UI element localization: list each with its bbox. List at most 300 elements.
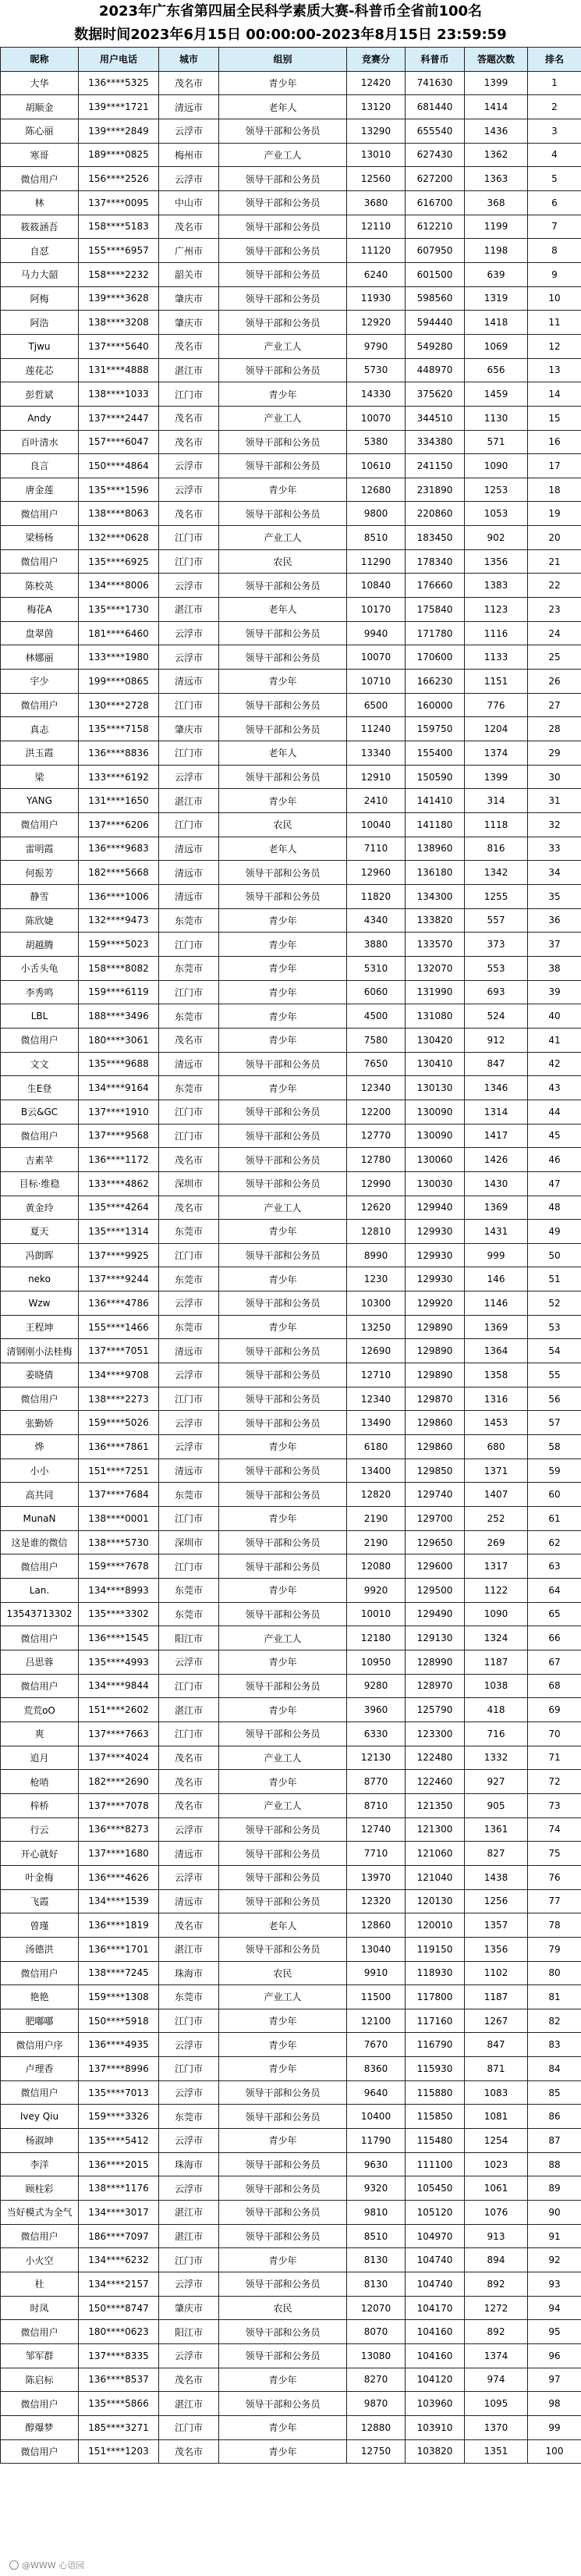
phone-cell: 137****7663 (79, 1721, 159, 1746)
score-cell: 12810 (347, 1220, 406, 1244)
nickname-cell: Tjwu (1, 334, 79, 358)
phone-cell: 135****4993 (79, 1650, 159, 1674)
phone-cell: 137****6206 (79, 813, 159, 837)
city-cell: 江门市 (159, 980, 219, 1004)
answers-cell: 1356 (465, 549, 528, 574)
answers-cell: 716 (465, 1721, 528, 1746)
table-row (1, 430, 581, 454)
rank-cell: 20 (528, 526, 581, 550)
answers-cell: 314 (465, 789, 528, 813)
group-cell: 领导干部和公务员 (219, 1937, 347, 1961)
nickname-cell: 李洋 (1, 2152, 79, 2176)
coins-cell: 170600 (406, 645, 465, 670)
rank-cell: 41 (528, 1028, 581, 1052)
phone-cell: 134****2157 (79, 2272, 159, 2297)
answers-cell: 1254 (465, 2129, 528, 2153)
phone-cell: 155****6957 (79, 239, 159, 263)
phone-cell: 189****0825 (79, 143, 159, 167)
phone-cell: 136****8273 (79, 1817, 159, 1842)
answers-cell: 373 (465, 933, 528, 957)
table-row (1, 1411, 581, 1435)
rank-cell: 78 (528, 1913, 581, 1938)
nickname-cell: 洪玉霞 (1, 741, 79, 766)
city-cell: 韶关市 (159, 262, 219, 286)
nickname-cell: 微信用户 (1, 813, 79, 837)
city-cell: 江门市 (159, 2415, 219, 2439)
city-cell: 东莞市 (159, 1076, 219, 1100)
coins-cell: 129870 (406, 1387, 465, 1411)
city-cell: 云浮市 (159, 2344, 219, 2368)
table-row (1, 598, 581, 622)
group-cell: 领导干部和公务员 (219, 1292, 347, 1316)
coins-cell: 115850 (406, 2105, 465, 2129)
coins-cell: 129650 (406, 1530, 465, 1554)
rank-cell: 85 (528, 2080, 581, 2105)
table-row (1, 789, 581, 813)
score-cell: 11500 (347, 1985, 406, 2009)
coins-cell: 594440 (406, 311, 465, 335)
table-row (1, 454, 581, 478)
group-cell: 领导干部和公务员 (219, 765, 347, 789)
coins-cell: 607950 (406, 239, 465, 263)
score-cell: 7670 (347, 2033, 406, 2057)
score-cell: 9280 (347, 1674, 406, 1698)
city-cell: 湛江市 (159, 2224, 219, 2248)
score-cell: 13120 (347, 95, 406, 119)
column-header: 科普币 (406, 48, 465, 72)
table-row (1, 1793, 581, 1817)
table-row (1, 1435, 581, 1459)
phone-cell: 136****8537 (79, 2368, 159, 2392)
coins-cell: 121300 (406, 1817, 465, 1842)
table-row (1, 1483, 581, 1507)
score-cell: 1230 (347, 1267, 406, 1292)
city-cell: 云浮市 (159, 1865, 219, 1889)
score-cell: 7650 (347, 1052, 406, 1076)
coins-cell: 130130 (406, 1076, 465, 1100)
group-cell: 领导干部和公务员 (219, 1842, 347, 1866)
city-cell: 江门市 (159, 741, 219, 766)
coins-cell: 150590 (406, 765, 465, 789)
answers-cell: 1399 (465, 71, 528, 95)
table-row (1, 2248, 581, 2272)
coins-cell: 627200 (406, 167, 465, 191)
group-cell: 领导干部和公务员 (219, 861, 347, 885)
nickname-cell: LBL (1, 1004, 79, 1029)
group-cell: 青少年 (219, 2057, 347, 2081)
nickname-cell: 微信用户 (1, 1387, 79, 1411)
score-cell: 12820 (347, 1483, 406, 1507)
phone-cell: 139****1721 (79, 95, 159, 119)
group-cell: 青少年 (219, 1028, 347, 1052)
score-cell: 9940 (347, 621, 406, 645)
rank-cell: 39 (528, 980, 581, 1004)
city-cell: 云浮市 (159, 167, 219, 191)
score-cell: 12340 (347, 1076, 406, 1100)
answers-cell: 1361 (465, 1817, 528, 1842)
score-cell: 13490 (347, 1411, 406, 1435)
coins-cell: 160000 (406, 693, 465, 717)
nickname-cell: 微信用户 (1, 2320, 79, 2344)
rank-cell: 29 (528, 741, 581, 766)
city-cell: 云浮市 (159, 1363, 219, 1387)
phone-cell: 188****3496 (79, 1004, 159, 1029)
city-cell: 云浮市 (159, 2033, 219, 2057)
rank-cell: 76 (528, 1865, 581, 1889)
answers-cell: 1351 (465, 2439, 528, 2464)
table-row (1, 2296, 581, 2320)
table-row (1, 645, 581, 670)
nickname-cell: Lan. (1, 1579, 79, 1603)
city-cell: 云浮市 (159, 574, 219, 598)
score-cell: 2410 (347, 789, 406, 813)
rank-cell: 10 (528, 286, 581, 311)
score-cell: 8070 (347, 2320, 406, 2344)
table-row (1, 861, 581, 885)
coins-cell: 129860 (406, 1435, 465, 1459)
answers-cell: 146 (465, 1267, 528, 1292)
rank-cell: 21 (528, 549, 581, 574)
answers-cell: 553 (465, 956, 528, 980)
phone-cell: 186****7097 (79, 2224, 159, 2248)
table-row (1, 765, 581, 789)
rank-cell: 68 (528, 1674, 581, 1698)
city-cell: 江门市 (159, 813, 219, 837)
coins-cell: 134300 (406, 884, 465, 908)
phone-cell: 138****7245 (79, 1961, 159, 1985)
answers-cell: 1357 (465, 1913, 528, 1938)
nickname-cell: 梁 (1, 765, 79, 789)
table-row (1, 1148, 581, 1172)
score-cell: 7580 (347, 1028, 406, 1052)
rank-cell: 74 (528, 1817, 581, 1842)
table-row (1, 2415, 581, 2439)
table-row (1, 2057, 581, 2081)
rank-cell: 28 (528, 717, 581, 741)
phone-cell: 135****1596 (79, 478, 159, 502)
rank-cell: 30 (528, 765, 581, 789)
coins-cell: 128990 (406, 1650, 465, 1674)
coins-cell: 129130 (406, 1626, 465, 1650)
phone-cell: 138****1176 (79, 2176, 159, 2201)
column-header: 排名 (528, 48, 581, 72)
table-row (1, 813, 581, 837)
nickname-cell: 何振芳 (1, 861, 79, 885)
coins-cell: 115930 (406, 2057, 465, 2081)
nickname-cell: 曾瑾 (1, 1913, 79, 1938)
answers-cell: 1038 (465, 1674, 528, 1698)
rank-cell: 15 (528, 406, 581, 430)
phone-cell: 159****5026 (79, 1411, 159, 1435)
rank-cell: 87 (528, 2129, 581, 2153)
coins-cell: 130060 (406, 1148, 465, 1172)
city-cell: 清远市 (159, 837, 219, 861)
score-cell: 14330 (347, 382, 406, 407)
group-cell: 领导干部和公务员 (219, 1889, 347, 1913)
table-row (1, 1626, 581, 1650)
coins-cell: 104160 (406, 2320, 465, 2344)
group-cell: 产业工人 (219, 1626, 347, 1650)
coins-cell: 129920 (406, 1292, 465, 1316)
phone-cell: 134****8006 (79, 574, 159, 598)
group-cell: 领导干部和公务员 (219, 454, 347, 478)
rank-cell: 72 (528, 1770, 581, 1794)
answers-cell: 1187 (465, 1650, 528, 1674)
table-row (1, 670, 581, 694)
coins-cell: 128970 (406, 1674, 465, 1698)
coins-cell: 115480 (406, 2129, 465, 2153)
coins-cell: 601500 (406, 262, 465, 286)
coins-cell: 103960 (406, 2392, 465, 2416)
phone-cell: 136****8836 (79, 741, 159, 766)
phone-cell: 137****9925 (79, 1243, 159, 1267)
phone-cell: 137****2447 (79, 406, 159, 430)
city-cell: 东莞市 (159, 1483, 219, 1507)
group-cell: 领导干部和公务员 (219, 717, 347, 741)
table-row (1, 1913, 581, 1938)
phone-cell: 137****1680 (79, 1842, 159, 1866)
table-row (1, 1004, 581, 1029)
city-cell: 东莞市 (159, 1602, 219, 1626)
column-header: 竞赛分 (347, 48, 406, 72)
nickname-cell: 良言 (1, 454, 79, 478)
answers-cell: 1102 (465, 1961, 528, 1985)
group-cell: 青少年 (219, 382, 347, 407)
phone-cell: 138****8063 (79, 502, 159, 526)
score-cell: 6500 (347, 693, 406, 717)
table-row (1, 334, 581, 358)
score-cell: 3680 (347, 190, 406, 215)
group-cell: 领导干部和公务员 (219, 190, 347, 215)
coins-cell: 133820 (406, 908, 465, 933)
group-cell: 领导干部和公务员 (219, 502, 347, 526)
nickname-cell: 冯朗晖 (1, 1243, 79, 1267)
answers-cell: 1369 (465, 1315, 528, 1339)
coins-cell: 138960 (406, 837, 465, 861)
score-cell: 11290 (347, 549, 406, 574)
table-row (1, 1889, 581, 1913)
score-cell: 8990 (347, 1243, 406, 1267)
group-cell: 青少年 (219, 1579, 347, 1603)
score-cell: 5380 (347, 430, 406, 454)
group-cell: 领导干部和公务员 (219, 1411, 347, 1435)
rank-cell: 38 (528, 956, 581, 980)
score-cell: 4500 (347, 1004, 406, 1029)
answers-cell: 1061 (465, 2176, 528, 2201)
coins-cell: 121040 (406, 1865, 465, 1889)
answers-cell: 1362 (465, 143, 528, 167)
nickname-cell: 夏天 (1, 1220, 79, 1244)
city-cell: 东莞市 (159, 1267, 219, 1292)
rank-cell: 51 (528, 1267, 581, 1292)
answers-cell: 1272 (465, 2296, 528, 2320)
score-cell: 13290 (347, 119, 406, 143)
score-cell: 6060 (347, 980, 406, 1004)
coins-cell: 122480 (406, 1746, 465, 1770)
group-cell: 青少年 (219, 478, 347, 502)
phone-cell: 136****1545 (79, 1626, 159, 1650)
answers-cell: 894 (465, 2248, 528, 2272)
nickname-cell: 微信用户 (1, 167, 79, 191)
answers-cell: 1346 (465, 1076, 528, 1100)
answers-cell: 1146 (465, 1292, 528, 1316)
answers-cell: 557 (465, 908, 528, 933)
city-cell: 江门市 (159, 693, 219, 717)
coins-cell: 655540 (406, 119, 465, 143)
table-row (1, 741, 581, 766)
coins-cell: 130030 (406, 1171, 465, 1196)
group-cell: 领导干部和公务员 (219, 1554, 347, 1579)
rank-cell: 17 (528, 454, 581, 478)
rank-cell: 7 (528, 215, 581, 239)
coins-cell: 120010 (406, 1913, 465, 1938)
nickname-cell: 清钢刚小法桂梅 (1, 1339, 79, 1363)
answers-cell: 1081 (465, 2105, 528, 2129)
rank-cell: 46 (528, 1148, 581, 1172)
page-title: 2023年广东省第四届全民科学素质大赛-科普币全省前100名 (98, 3, 483, 20)
table-row (1, 2176, 581, 2201)
phone-cell: 185****3271 (79, 2415, 159, 2439)
city-cell: 云浮市 (159, 645, 219, 670)
coins-cell: 129600 (406, 1554, 465, 1579)
rank-cell: 43 (528, 1076, 581, 1100)
coins-cell: 104170 (406, 2296, 465, 2320)
score-cell: 10400 (347, 2105, 406, 2129)
group-cell: 领导干部和公务员 (219, 693, 347, 717)
rank-cell: 54 (528, 1339, 581, 1363)
nickname-cell: 烨 (1, 1435, 79, 1459)
score-cell: 12880 (347, 2415, 406, 2439)
coins-cell: 129860 (406, 1411, 465, 1435)
city-cell: 茂名市 (159, 1028, 219, 1052)
table-row (1, 2129, 581, 2153)
phone-cell: 134****9844 (79, 1674, 159, 1698)
phone-cell: 180****3061 (79, 1028, 159, 1052)
group-cell: 领导干部和公务员 (219, 1339, 347, 1363)
nickname-cell: 微信用户 (1, 2224, 79, 2248)
group-cell: 产业工人 (219, 334, 347, 358)
answers-cell: 1371 (465, 1459, 528, 1483)
table-row (1, 167, 581, 191)
answers-cell: 1370 (465, 2415, 528, 2439)
nickname-cell: 荒荒oO (1, 1698, 79, 1722)
answers-cell: 912 (465, 1028, 528, 1052)
score-cell: 11120 (347, 239, 406, 263)
phone-cell: 158****5183 (79, 215, 159, 239)
group-cell: 青少年 (219, 2368, 347, 2392)
coins-cell: 105120 (406, 2201, 465, 2225)
city-cell: 云浮市 (159, 765, 219, 789)
rank-cell: 53 (528, 1315, 581, 1339)
group-cell: 青少年 (219, 2033, 347, 2057)
group-cell: 农民 (219, 549, 347, 574)
score-cell: 12990 (347, 1171, 406, 1196)
answers-cell: 571 (465, 430, 528, 454)
city-cell: 东莞市 (159, 1985, 219, 2009)
city-cell: 清远市 (159, 1339, 219, 1363)
score-cell: 8510 (347, 526, 406, 550)
answers-cell: 871 (465, 2057, 528, 2081)
group-cell: 领导干部和公务员 (219, 1459, 347, 1483)
nickname-cell: 梓桥 (1, 1793, 79, 1817)
rank-cell: 77 (528, 1889, 581, 1913)
coins-cell: 166230 (406, 670, 465, 694)
phone-cell: 139****3628 (79, 286, 159, 311)
city-cell: 清远市 (159, 1842, 219, 1866)
table-row (1, 1315, 581, 1339)
group-cell: 领导干部和公务员 (219, 645, 347, 670)
group-cell: 领导干部和公务员 (219, 215, 347, 239)
rank-cell: 40 (528, 1004, 581, 1029)
coins-cell: 129890 (406, 1339, 465, 1363)
table-row (1, 1554, 581, 1579)
score-cell: 12620 (347, 1196, 406, 1220)
city-cell: 肇庆市 (159, 286, 219, 311)
city-cell: 茂名市 (159, 406, 219, 430)
table-row (1, 190, 581, 215)
answers-cell: 1418 (465, 311, 528, 335)
score-cell: 2190 (347, 1530, 406, 1554)
nickname-cell: 阿梅 (1, 286, 79, 311)
nickname-cell: 飞霞 (1, 1889, 79, 1913)
answers-cell: 1083 (465, 2080, 528, 2105)
table-row (1, 1124, 581, 1148)
table-row (1, 215, 581, 239)
group-cell: 领导干部和公务员 (219, 1171, 347, 1196)
group-cell: 农民 (219, 2296, 347, 2320)
table-row (1, 1363, 581, 1387)
city-cell: 东莞市 (159, 1315, 219, 1339)
phone-cell: 135****1730 (79, 598, 159, 622)
phone-cell: 135****3302 (79, 1602, 159, 1626)
city-cell: 深圳市 (159, 1530, 219, 1554)
rank-cell: 4 (528, 143, 581, 167)
table-row (1, 95, 581, 119)
column-header: 答题次数 (465, 48, 528, 72)
group-cell: 产业工人 (219, 1746, 347, 1770)
coins-cell: 598560 (406, 286, 465, 311)
phone-cell: 136****1701 (79, 1937, 159, 1961)
coins-cell: 448970 (406, 358, 465, 382)
table-row (1, 980, 581, 1004)
coins-cell: 375620 (406, 382, 465, 407)
group-cell: 青少年 (219, 1698, 347, 1722)
nickname-cell: 微信用户 (1, 1028, 79, 1052)
phone-cell: 150****5918 (79, 2009, 159, 2033)
table-row (1, 382, 581, 407)
rank-cell: 73 (528, 1793, 581, 1817)
rank-cell: 34 (528, 861, 581, 885)
answers-cell: 1438 (465, 1865, 528, 1889)
table-row (1, 1292, 581, 1316)
table-row (1, 286, 581, 311)
nickname-cell: 黄金玲 (1, 1196, 79, 1220)
group-cell: 老年人 (219, 95, 347, 119)
coins-cell: 129700 (406, 1507, 465, 1531)
table-row (1, 1339, 581, 1363)
city-cell: 东莞市 (159, 1220, 219, 1244)
table-row (1, 1721, 581, 1746)
coins-cell: 129930 (406, 1267, 465, 1292)
city-cell: 云浮市 (159, 1650, 219, 1674)
phone-cell: 136****2015 (79, 2152, 159, 2176)
coins-cell: 129740 (406, 1483, 465, 1507)
nickname-cell: 静雪 (1, 884, 79, 908)
city-cell: 茂名市 (159, 2368, 219, 2392)
coins-cell: 627430 (406, 143, 465, 167)
city-cell: 东莞市 (159, 1004, 219, 1029)
watermark (9, 2559, 84, 2571)
